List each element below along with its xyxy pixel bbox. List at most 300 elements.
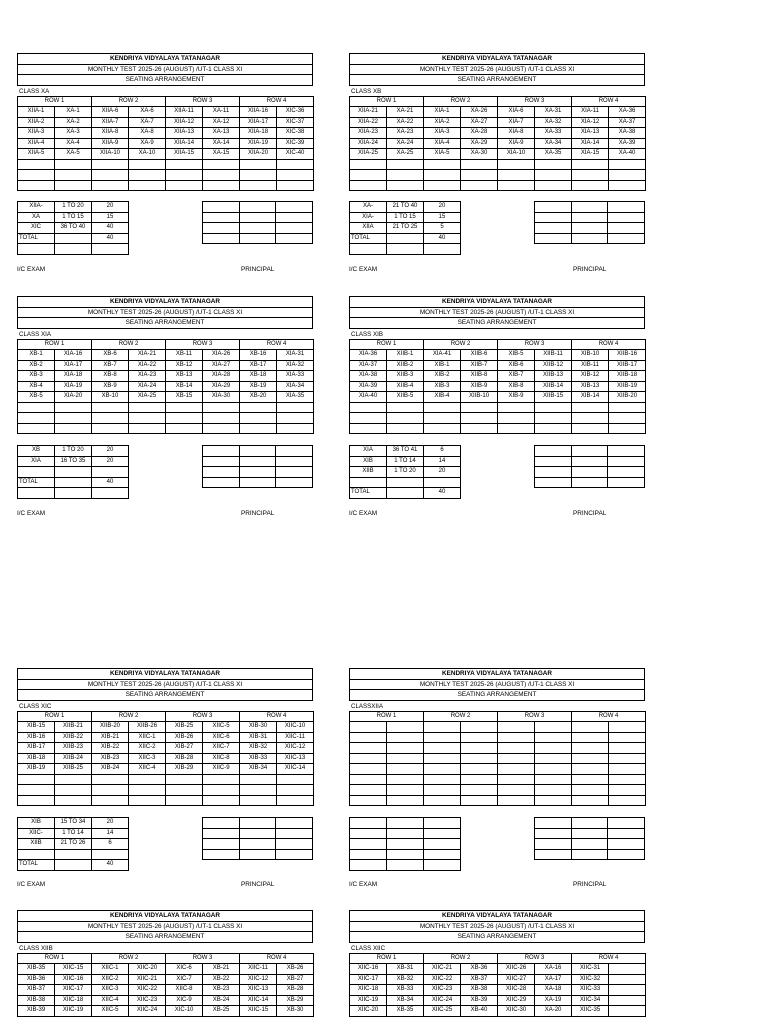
- summary-cell: [424, 839, 461, 850]
- row-label: ROW 4: [240, 96, 314, 107]
- seat-cell: [129, 170, 166, 181]
- seat-cell: XIB-24: [92, 764, 129, 775]
- seat-cell: XA-1: [55, 107, 92, 118]
- seat-cell: XIIB-7: [461, 360, 498, 371]
- sheet-title: SEATING ARRANGEMENT: [18, 932, 313, 943]
- summary-cell: 20: [424, 202, 461, 213]
- seat-cell: XB-38: [461, 985, 498, 996]
- blank-cell: [203, 456, 240, 467]
- seat-cell: [203, 795, 240, 806]
- seat-cell: [240, 774, 277, 785]
- seat-row: [350, 785, 646, 796]
- summary-cell: [55, 849, 92, 860]
- summary-table: [349, 445, 461, 499]
- summary-row: [350, 467, 461, 478]
- seat-cell: XIIC-27: [498, 974, 535, 985]
- seat-row: [18, 170, 314, 181]
- seating-sheet: [17, 910, 313, 1017]
- seat-row: [18, 413, 314, 424]
- summary-cell: XIA-: [350, 212, 387, 223]
- seat-cell: XIIA-4: [18, 138, 55, 149]
- summary-cell: 20: [424, 467, 461, 478]
- class-label: CLASS XB: [351, 87, 382, 95]
- seat-cell: XIC-36: [277, 107, 314, 118]
- blank-cell: [203, 477, 240, 488]
- seat-cell: XB-36: [461, 964, 498, 975]
- seat-cell: XA-24: [387, 138, 424, 149]
- seat-cell: XA-35: [535, 149, 572, 160]
- blank-cell: [239, 223, 276, 234]
- seat-row: [18, 138, 314, 149]
- seat-cell: XB-1: [18, 350, 55, 361]
- blank-cell: [203, 202, 240, 213]
- summary-cell: XIIC-: [18, 828, 55, 839]
- seat-cell: [240, 159, 277, 170]
- seat-cell: XIA-10: [498, 149, 535, 160]
- seat-row: [18, 350, 314, 361]
- summary-cell: [18, 244, 55, 255]
- summary-row: [350, 223, 461, 234]
- seat-row: [18, 974, 314, 985]
- seat-cell: XB-6: [92, 350, 129, 361]
- seat-cell: XA-20: [535, 1006, 572, 1017]
- seat-cell: [350, 402, 387, 413]
- blank-table: [202, 445, 313, 488]
- seat-cell: XIIC-10: [277, 722, 314, 733]
- seat-cell: [277, 774, 314, 785]
- seat-cell: XIB-1: [424, 360, 461, 371]
- seat-cell: [92, 413, 129, 424]
- blank-cell: [203, 212, 240, 223]
- blank-cell: [239, 212, 276, 223]
- seat-cell: XIIB-20: [609, 392, 646, 403]
- summary-row: [350, 849, 461, 860]
- seat-cell: [92, 785, 129, 796]
- seat-cell: [129, 774, 166, 785]
- sheet-title: SEATING ARRANGEMENT: [350, 932, 645, 943]
- seat-cell: XA-6: [129, 107, 166, 118]
- summary-cell: 15 TO 34: [55, 818, 92, 829]
- seat-cell: XIB-12: [572, 371, 609, 382]
- summary-cell: 21 TO 25: [387, 223, 424, 234]
- seat-cell: XIB-30: [240, 722, 277, 733]
- summary-table: [349, 817, 461, 871]
- seat-cell: [387, 413, 424, 424]
- seat-row: [18, 774, 314, 785]
- seat-cell: XIA-39: [350, 381, 387, 392]
- seat-cell: XIIB-26: [129, 722, 166, 733]
- seating-sheet: [349, 910, 645, 1017]
- seat-row: [18, 180, 314, 191]
- summary-cell: [92, 244, 129, 255]
- seat-cell: [609, 753, 646, 764]
- blank-cell: [239, 446, 276, 457]
- blank-cell: [571, 212, 608, 223]
- row-label: ROW 2: [424, 953, 498, 964]
- summary-cell: [92, 849, 129, 860]
- class-label: CLASSXIIA: [351, 702, 383, 710]
- sheet-title: SEATING ARRANGEMENT: [18, 75, 313, 86]
- seat-cell: XIB-9: [498, 392, 535, 403]
- blank-cell: [608, 818, 645, 829]
- class-label: CLASS XIA: [19, 330, 51, 338]
- seat-cell: XIB-18: [18, 753, 55, 764]
- seat-cell: XIB-6: [498, 360, 535, 371]
- seat-cell: [572, 180, 609, 191]
- row-label: ROW 1: [350, 96, 424, 107]
- seat-cell: XIIC-16: [55, 974, 92, 985]
- summary-row: [18, 223, 129, 234]
- seat-cell: XB-17: [240, 360, 277, 371]
- seat-cell: XIC-37: [277, 117, 314, 128]
- summary-cell: [387, 839, 424, 850]
- row-label: ROW 1: [18, 953, 92, 964]
- row-label: ROW 3: [166, 96, 240, 107]
- seat-cell: XIB-31: [240, 732, 277, 743]
- blank-table: [202, 817, 313, 860]
- blank-cell: [203, 818, 240, 829]
- seat-cell: [424, 180, 461, 191]
- seat-row: [18, 995, 314, 1006]
- seat-row: [350, 764, 646, 775]
- seat-cell: [55, 180, 92, 191]
- seat-cell: XIA-3: [424, 128, 461, 139]
- seat-cell: XA-19: [535, 995, 572, 1006]
- summary-cell: 5: [424, 223, 461, 234]
- seat-cell: [387, 180, 424, 191]
- ic-exam-label: I/C EXAM: [349, 266, 378, 273]
- row-label: ROW 1: [18, 96, 92, 107]
- summary-cell: [424, 477, 461, 488]
- seat-cell: XIIC-12: [240, 974, 277, 985]
- row-header: [350, 339, 646, 350]
- seat-row: [350, 170, 646, 181]
- seat-cell: XIC-38: [277, 128, 314, 139]
- seat-row: [18, 753, 314, 764]
- class-label: CLASS XIB: [351, 330, 383, 338]
- seat-cell: [498, 764, 535, 775]
- summary-cell: 1 TO 20: [55, 202, 92, 213]
- blank-cell: [239, 456, 276, 467]
- seat-cell: XIIA-20: [240, 149, 277, 160]
- seat-cell: [387, 764, 424, 775]
- seat-row: [350, 138, 646, 149]
- seat-cell: XA-36: [609, 107, 646, 118]
- seat-row: [350, 402, 646, 413]
- seat-cell: XIIA-5: [18, 149, 55, 160]
- summary-cell: [350, 839, 387, 850]
- seat-cell: [535, 795, 572, 806]
- seat-cell: XIA-24: [129, 381, 166, 392]
- seat-cell: XIB-35: [18, 964, 55, 975]
- seat-cell: XIIC-32: [572, 974, 609, 985]
- summary-cell: [18, 467, 55, 478]
- summary-cell: [387, 233, 424, 244]
- seat-cell: XIIC-24: [129, 1006, 166, 1017]
- seat-cell: [55, 423, 92, 434]
- summary-row: [18, 233, 129, 244]
- seat-row: [350, 774, 646, 785]
- seat-cell: XIIC-3: [92, 985, 129, 996]
- seat-cell: [387, 753, 424, 764]
- row-label: ROW 4: [572, 339, 646, 350]
- seat-cell: [572, 423, 609, 434]
- seat-cell: XIIC-4: [92, 995, 129, 1006]
- seat-cell: [387, 743, 424, 754]
- seat-cell: [387, 423, 424, 434]
- seat-cell: XA-30: [461, 149, 498, 160]
- seat-cell: XIIB-4: [387, 381, 424, 392]
- seat-cell: XIIA-3: [18, 128, 55, 139]
- blank-cell: [535, 477, 572, 488]
- seat-row: [350, 180, 646, 191]
- summary-cell: [350, 860, 387, 871]
- blank-cell: [571, 456, 608, 467]
- seat-cell: [129, 180, 166, 191]
- seat-cell: XB-2: [18, 360, 55, 371]
- seat-cell: XIIC-34: [572, 995, 609, 1006]
- seat-cell: [166, 795, 203, 806]
- seat-row: [18, 785, 314, 796]
- seat-cell: XA-23: [387, 128, 424, 139]
- seat-cell: XIA-18: [55, 371, 92, 382]
- seat-cell: XIIC-5: [92, 1006, 129, 1017]
- seat-cell: XB-33: [387, 985, 424, 996]
- school-name: KENDRIYA VIDYALAYA TATANAGAR: [350, 297, 645, 308]
- row-label: ROW 3: [498, 339, 572, 350]
- seat-cell: XIA-7: [498, 117, 535, 128]
- blank-cell: [276, 467, 313, 478]
- summary-table: [349, 201, 461, 255]
- seat-cell: [203, 180, 240, 191]
- seat-cell: XIIC-21: [424, 964, 461, 975]
- seat-cell: XB-32: [387, 974, 424, 985]
- seat-cell: [203, 413, 240, 424]
- sheet-header: [349, 296, 645, 329]
- seat-cell: XIIB-1: [387, 350, 424, 361]
- summary-cell: [55, 477, 92, 488]
- seat-cell: XB-8: [92, 371, 129, 382]
- seat-cell: XB-7: [92, 360, 129, 371]
- sheet-header: [17, 668, 313, 701]
- blank-cell: [239, 477, 276, 488]
- seat-cell: [461, 753, 498, 764]
- seat-cell: XIB-27: [166, 743, 203, 754]
- row-label: ROW 2: [424, 711, 498, 722]
- summary-row: [18, 202, 129, 213]
- seat-cell: XIIB-20: [92, 722, 129, 733]
- summary-cell: [55, 233, 92, 244]
- seating-grid: [17, 953, 314, 1017]
- seat-cell: XIIC-1: [129, 732, 166, 743]
- seat-cell: [424, 159, 461, 170]
- summary-cell: XIC: [18, 223, 55, 234]
- seat-cell: XIB-10: [572, 350, 609, 361]
- row-label: ROW 4: [240, 711, 314, 722]
- seat-cell: XB-11: [166, 350, 203, 361]
- summary-cell: 1 TO 15: [55, 212, 92, 223]
- seat-cell: [572, 413, 609, 424]
- seat-cell: XB-15: [166, 392, 203, 403]
- seat-cell: XA-37: [609, 117, 646, 128]
- row-label: ROW 2: [92, 96, 166, 107]
- seat-cell: XIIC-20: [129, 964, 166, 975]
- blank-cell: [608, 202, 645, 213]
- school-name: KENDRIYA VIDYALAYA TATANAGAR: [350, 669, 645, 680]
- seat-cell: [461, 423, 498, 434]
- seat-cell: [572, 170, 609, 181]
- summary-cell: [92, 488, 129, 499]
- seat-cell: XIIC-22: [129, 985, 166, 996]
- seat-row: [350, 795, 646, 806]
- seat-cell: XIIB-14: [535, 381, 572, 392]
- seat-cell: [387, 722, 424, 733]
- seat-cell: XB-22: [203, 974, 240, 985]
- seat-cell: [129, 402, 166, 413]
- seat-cell: [572, 743, 609, 754]
- seat-cell: XIIC-11: [240, 964, 277, 975]
- seat-cell: XA-10: [129, 149, 166, 160]
- blank-cell: [571, 818, 608, 829]
- seat-cell: XIIA-10: [92, 149, 129, 160]
- seat-cell: XIIB-23: [55, 743, 92, 754]
- row-label: ROW 1: [350, 339, 424, 350]
- seat-cell: [55, 795, 92, 806]
- seat-cell: [350, 732, 387, 743]
- seat-cell: [609, 764, 646, 775]
- blank-cell: [203, 223, 240, 234]
- seat-cell: [535, 722, 572, 733]
- blank-cell: [571, 223, 608, 234]
- blank-cell: [571, 446, 608, 457]
- seat-row: [350, 732, 646, 743]
- seat-cell: [55, 170, 92, 181]
- seat-cell: XA-18: [535, 985, 572, 996]
- summary-cell: XIIA-: [18, 202, 55, 213]
- summary-row: [18, 818, 129, 829]
- seat-cell: XA-9: [129, 138, 166, 149]
- seat-cell: [18, 423, 55, 434]
- seat-cell: [461, 785, 498, 796]
- seat-cell: [572, 722, 609, 733]
- seat-cell: XIIA-23: [350, 128, 387, 139]
- seating-grid: [17, 339, 314, 435]
- blank-cell: [276, 223, 313, 234]
- seat-cell: XIA-20: [55, 392, 92, 403]
- blank-cell: [608, 477, 645, 488]
- seat-cell: [387, 402, 424, 413]
- seat-cell: XIA-22: [129, 360, 166, 371]
- seat-cell: [609, 413, 646, 424]
- summary-cell: [350, 849, 387, 860]
- principal-label: PRINCIPAL: [573, 510, 607, 517]
- seat-cell: [350, 764, 387, 775]
- seat-cell: [498, 732, 535, 743]
- blank-cell: [571, 849, 608, 860]
- seat-cell: XIB-5: [498, 350, 535, 361]
- seat-cell: XIIC-12: [277, 743, 314, 754]
- seat-cell: XA-12: [203, 117, 240, 128]
- seat-cell: XIIB-2: [387, 360, 424, 371]
- seat-cell: XB-24: [203, 995, 240, 1006]
- summary-row: [350, 839, 461, 850]
- seat-cell: [535, 402, 572, 413]
- seat-cell: [387, 795, 424, 806]
- seat-cell: [18, 774, 55, 785]
- seat-row: [18, 371, 314, 382]
- blank-cell: [608, 233, 645, 244]
- exam-title: MONTHLY TEST 2025-26 (AUGUST) /UT-1 CLASS XI: [350, 307, 645, 318]
- summary-row: [18, 456, 129, 467]
- row-header: [350, 96, 646, 107]
- summary-cell: 20: [92, 456, 129, 467]
- seat-cell: XIA-11: [572, 107, 609, 118]
- summary-cell: 14: [424, 456, 461, 467]
- seat-cell: XIIC-5: [203, 722, 240, 733]
- blank-cell: [203, 446, 240, 457]
- seat-cell: [572, 402, 609, 413]
- seat-cell: [424, 413, 461, 424]
- row-label: ROW 2: [424, 96, 498, 107]
- seat-cell: [461, 732, 498, 743]
- seat-cell: XB-9: [92, 381, 129, 392]
- seat-cell: XA-31: [535, 107, 572, 118]
- seat-cell: XA-8: [129, 128, 166, 139]
- seat-cell: [461, 180, 498, 191]
- seat-cell: [572, 785, 609, 796]
- seat-cell: XA-28: [461, 128, 498, 139]
- seat-cell: XIIA-16: [240, 107, 277, 118]
- row-header: [350, 711, 646, 722]
- sheet-title: SEATING ARRANGEMENT: [350, 75, 645, 86]
- seat-row: [350, 149, 646, 160]
- summary-cell: 1 TO 20: [387, 467, 424, 478]
- row-label: ROW 1: [350, 953, 424, 964]
- class-label: CLASS XIC: [19, 702, 52, 710]
- seat-cell: XB-26: [277, 964, 314, 975]
- seat-cell: XIIC-23: [424, 985, 461, 996]
- seat-row: [18, 128, 314, 139]
- seat-cell: [461, 722, 498, 733]
- seat-cell: XIB-36: [18, 974, 55, 985]
- seat-cell: XIIA-18: [240, 128, 277, 139]
- seat-cell: XIA-12: [572, 117, 609, 128]
- blank-cell: [535, 233, 572, 244]
- seat-row: [18, 423, 314, 434]
- summary-row: [18, 488, 129, 499]
- seat-cell: [609, 722, 646, 733]
- seat-cell: [609, 402, 646, 413]
- seat-cell: XIIC-13: [240, 985, 277, 996]
- seat-cell: XA-40: [609, 149, 646, 160]
- seat-cell: XIIC-3: [129, 753, 166, 764]
- seat-cell: XIIC-30: [498, 1006, 535, 1017]
- seat-row: [18, 381, 314, 392]
- seat-cell: XIB-22: [92, 743, 129, 754]
- school-name: KENDRIYA VIDYALAYA TATANAGAR: [18, 297, 313, 308]
- seat-cell: XA-3: [55, 128, 92, 139]
- blank-cell: [535, 456, 572, 467]
- seat-cell: [166, 180, 203, 191]
- seat-cell: XIB-2: [424, 371, 461, 382]
- summary-row: [350, 818, 461, 829]
- seat-cell: XIIC-28: [498, 985, 535, 996]
- seat-cell: [55, 413, 92, 424]
- seat-cell: XIA-13: [572, 128, 609, 139]
- seat-cell: XB-19: [240, 381, 277, 392]
- summary-cell: XIIB: [18, 839, 55, 850]
- seat-cell: XIB-8: [498, 381, 535, 392]
